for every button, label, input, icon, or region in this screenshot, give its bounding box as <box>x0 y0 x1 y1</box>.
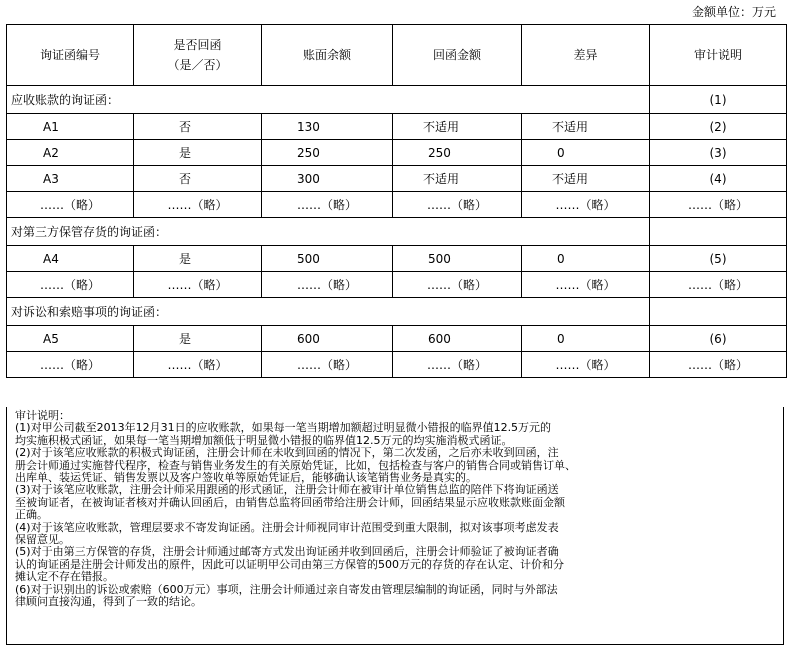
cell-note: (2) <box>650 114 787 140</box>
cell-id: A3 <box>7 166 134 192</box>
cell-replied: 是 <box>134 326 262 352</box>
audit-note-line: (1)对甲公司截至2013年12月31日的应收账款，如果每一笔当期增加额超过明显微小错报的临界值12.5万元的 <box>15 421 552 435</box>
cell-omitted: ……（略） <box>522 272 650 298</box>
cell-note: (5) <box>650 246 787 272</box>
cell-replied: 否 <box>134 166 262 192</box>
confirmation-table <box>6 24 787 378</box>
cell-diff: 0 <box>522 326 650 352</box>
section-row <box>7 86 787 114</box>
section-note <box>650 218 787 246</box>
cell-reply: 600 <box>393 326 522 352</box>
cell-note: (3) <box>650 140 787 166</box>
table-row <box>7 114 787 140</box>
cell-replied: 否 <box>134 114 262 140</box>
cell-book: 250 <box>262 140 393 166</box>
cell-omitted: ……（略） <box>134 192 262 218</box>
table-row <box>7 140 787 166</box>
cell-omitted: ……（略） <box>7 272 134 298</box>
section-title: 对第三方保管存货的询证函： <box>7 218 650 246</box>
audit-note-line: 均实施积极式函证，如果每一笔当期增加额低于明显微小错报的临界值12.5万元的均实施消极式函证。 <box>15 433 513 447</box>
cell-omitted: ……（略） <box>7 352 134 378</box>
cell-reply: 不适用 <box>393 114 522 140</box>
section-title: 应收账款的询证函： <box>7 86 650 114</box>
audit-note-line: 律顾问直接沟通，得到了一致的结论。 <box>15 595 202 609</box>
cell-omitted: ……（略） <box>262 272 393 298</box>
audit-notes-title: 审计说明： <box>15 409 70 422</box>
table-row <box>7 326 787 352</box>
cell-omitted: ……（略） <box>650 272 787 298</box>
cell-omitted: ……（略） <box>650 192 787 218</box>
cell-book: 600 <box>262 326 393 352</box>
audit-note-line: 摊认定不存在错报。 <box>15 570 114 584</box>
cell-omitted: ……（略） <box>262 192 393 218</box>
header-replied: 是否回函 （是／否） <box>134 25 262 86</box>
cell-reply: 500 <box>393 246 522 272</box>
audit-note-line: (3)对于该笔应收账款，注册会计师采用跟函的形式函证，注册会计师在被审计单位销售总监的陪伴下将询证函送 <box>15 483 559 497</box>
table-row <box>7 166 787 192</box>
omitted-row <box>7 272 787 298</box>
cell-omitted: ……（略） <box>134 272 262 298</box>
amount-unit-label: 金额单位：万元 <box>691 5 776 19</box>
section-row <box>7 298 787 326</box>
cell-omitted: ……（略） <box>522 352 650 378</box>
cell-omitted: ……（略） <box>393 192 522 218</box>
audit-note-line: 认的询证函是注册会计师发出的原件，因此可以证明甲公司由第三方保管的500万元的存货的存在认定、计价和分 <box>15 557 564 571</box>
audit-note-line: 出库单、装运凭证、销售发票以及客户签收单等原始凭证后，能够确认该笔销售业务是真实的。 <box>15 471 477 485</box>
cell-reply: 不适用 <box>393 166 522 192</box>
cell-omitted: ……（略） <box>650 352 787 378</box>
audit-note-line: 册会计师通过实施替代程序，检查与销售业务发生的有关原始凭证，比如，包括检查与客户的销售合同或销售订单、 <box>15 458 576 472</box>
cell-diff: 0 <box>522 140 650 166</box>
header-audit-note: 审计说明 <box>650 25 787 86</box>
header-reply-amount: 回函金额 <box>393 25 522 86</box>
cell-id: A1 <box>7 114 134 140</box>
cell-omitted: ……（略） <box>7 192 134 218</box>
cell-id: A5 <box>7 326 134 352</box>
header-row <box>7 25 787 86</box>
cell-omitted: ……（略） <box>393 272 522 298</box>
cell-diff: 0 <box>522 246 650 272</box>
audit-note-line: (5)对于由第三方保管的存货，注册会计师通过邮寄方式发出询证函并收到回函后，注册会计师验证了被询证者确 <box>15 545 559 559</box>
header-confirmation-no: 询证函编号 <box>7 25 134 86</box>
section-note: (1) <box>650 86 787 114</box>
cell-omitted: ……（略） <box>393 352 522 378</box>
omitted-row <box>7 192 787 218</box>
section-title: 对诉讼和索赔事项的询证函： <box>7 298 650 326</box>
audit-note-line: 保留意见。 <box>15 533 70 547</box>
cell-id: A2 <box>7 140 134 166</box>
audit-note-line: (6)对于识别出的诉讼或索赔（600万元）事项，注册会计师通过亲自寄发由管理层编制的询证函，同时与外部法 <box>15 582 558 596</box>
cell-omitted: ……（略） <box>134 352 262 378</box>
cell-note: (6) <box>650 326 787 352</box>
cell-book: 300 <box>262 166 393 192</box>
cell-omitted: ……（略） <box>262 352 393 378</box>
audit-note-line: 正确。 <box>15 508 48 522</box>
audit-notes <box>6 407 784 645</box>
header-difference: 差异 <box>522 25 650 86</box>
section-row <box>7 218 787 246</box>
omitted-row <box>7 352 787 378</box>
audit-note-line: (4)对于该笔应收账款，管理层要求不寄发询证函。注册会计师视同审计范围受到重大限制，拟对该事项考虑发表 <box>15 520 559 534</box>
audit-note-line: 至被询证者，在被询证者核对并确认回函后，由销售总监将回函带给注册会计师，回函结果显示应收账款账面金额 <box>15 495 565 509</box>
cell-reply: 250 <box>393 140 522 166</box>
cell-book: 500 <box>262 246 393 272</box>
header-book-balance: 账面余额 <box>262 25 393 86</box>
cell-omitted: ……（略） <box>522 192 650 218</box>
cell-id: A4 <box>7 246 134 272</box>
cell-diff: 不适用 <box>522 166 650 192</box>
section-note <box>650 298 787 326</box>
cell-diff: 不适用 <box>522 114 650 140</box>
cell-replied: 是 <box>134 246 262 272</box>
cell-note: (4) <box>650 166 787 192</box>
cell-replied: 是 <box>134 140 262 166</box>
audit-note-line: (2)对于该笔应收账款的积极式询证函，注册会计师在未收到回函的情况下，第二次发函，之后亦未收到回函，注 <box>15 446 559 460</box>
cell-book: 130 <box>262 114 393 140</box>
table-row <box>7 246 787 272</box>
